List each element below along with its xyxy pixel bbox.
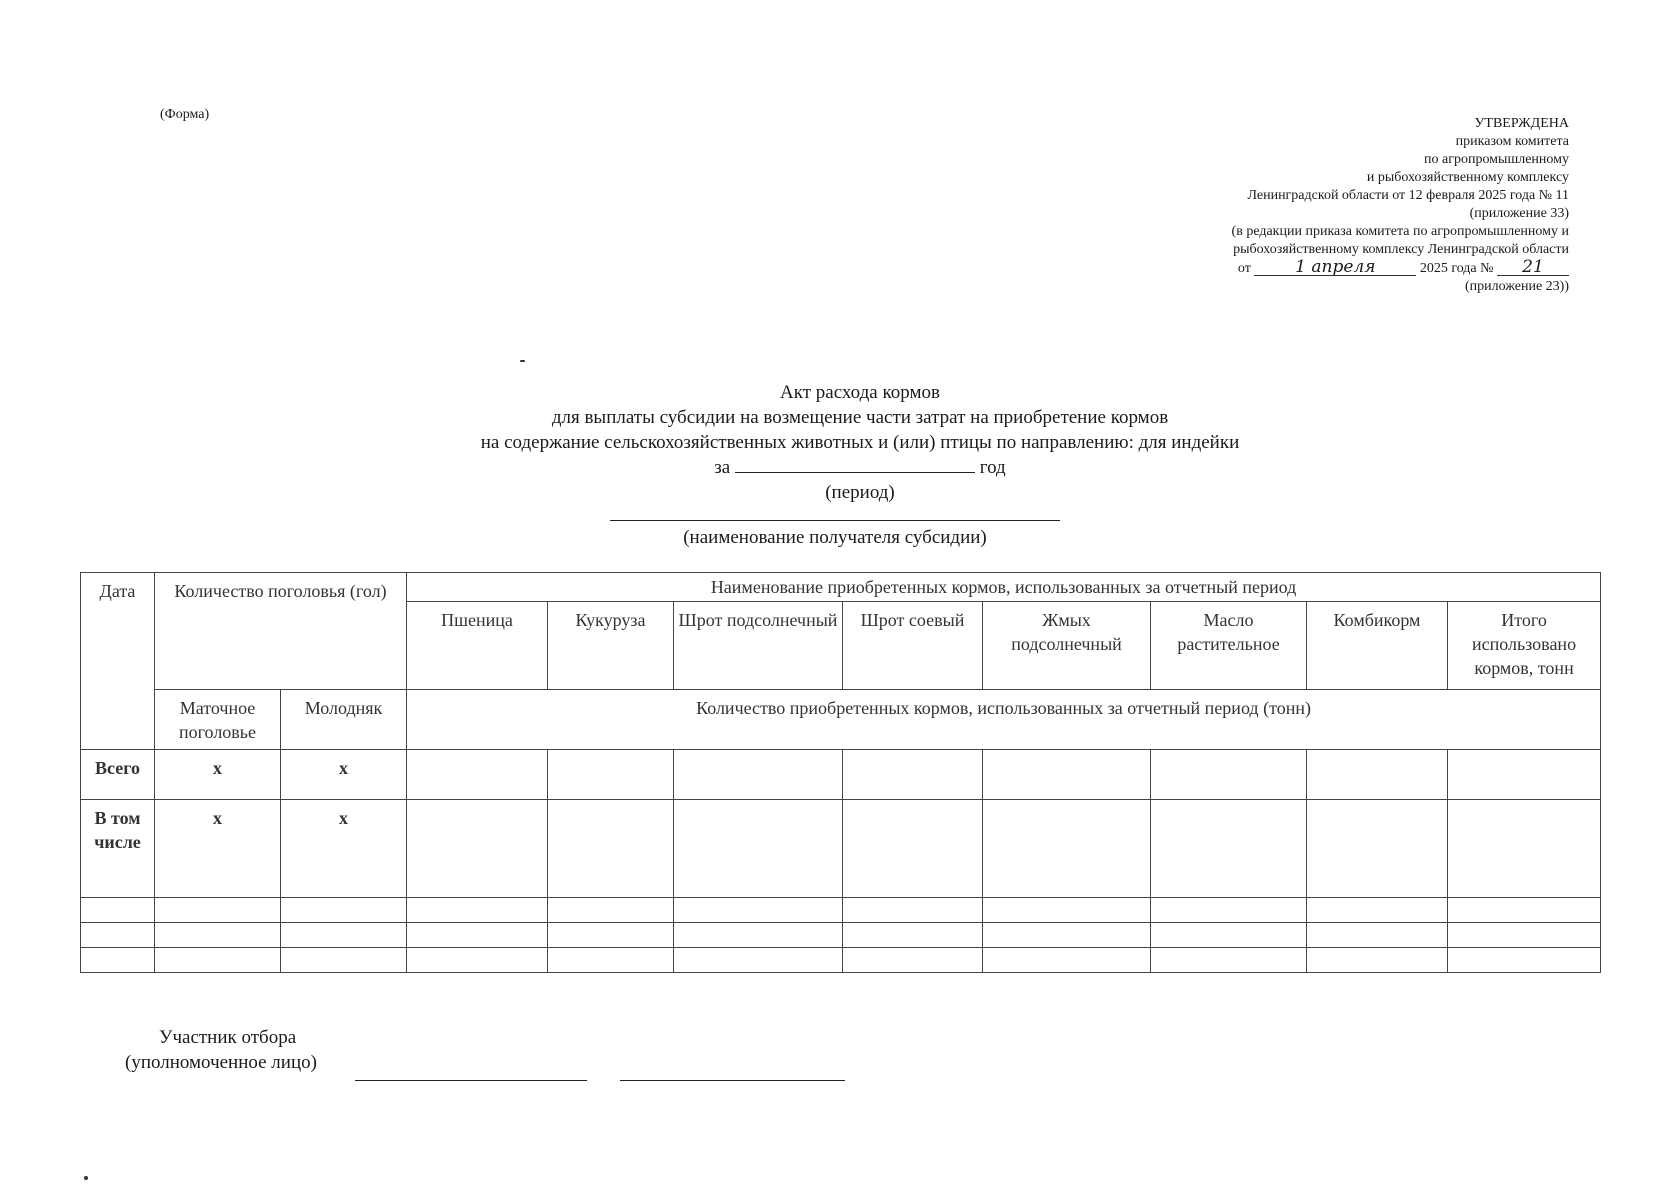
table-cell[interactable] [1307,898,1448,923]
handwritten-number: 21 [1497,259,1569,276]
title-line: на содержание сельскохозяйственных животных и (или) птицы по направлению: для индейки [480,432,1240,453]
table-cell[interactable] [1151,750,1307,800]
table-cell[interactable] [1448,800,1601,898]
period-caption: (период) [825,482,895,503]
table-cell[interactable] [843,800,983,898]
table-cell[interactable] [1448,750,1601,800]
header-feeds-group: Наименование приобретенных кормов, использованных за отчетный период [407,573,1601,602]
recipient-caption: (наименование получателя субсидии) [683,527,987,548]
table-cell[interactable] [674,750,843,800]
title-line: для выплаты субсидии на возмещение части затрат на приобретение кормов [551,407,1169,428]
date-prefix: от [1237,261,1251,276]
table-cell[interactable] [1151,800,1307,898]
table-cell[interactable] [843,750,983,800]
table-cell[interactable] [983,948,1151,973]
table-cell[interactable] [1151,948,1307,973]
header-feed-sunflower-meal: Шрот подсолнечный [674,602,843,690]
signature-sublabel: (уполномоченное лицо) [125,1052,317,1073]
cell-mark: х [155,750,281,800]
table-cell[interactable] [983,923,1151,948]
table-cell[interactable] [983,800,1151,898]
approval-line: и рыбохозяйственному комплексу [1366,170,1569,185]
recipient-blank [610,520,1060,521]
table-cell[interactable] [983,898,1151,923]
period-blank [735,472,975,473]
period-line [0,455,1665,480]
table-cell[interactable] [81,923,155,948]
signature-label: Участник отбора [159,1027,297,1048]
cell-mark: х [281,750,407,800]
approval-line: Ленинградской области от 12 февраля 2025 года № 11 [1247,188,1569,203]
table-cell[interactable] [407,923,548,948]
table-row [81,948,1601,973]
table-row [81,750,1601,800]
table-cell[interactable] [548,948,674,973]
table-cell[interactable] [674,898,843,923]
header-date: Дата [81,573,155,750]
name-blank [620,1080,845,1081]
table-cell[interactable] [674,948,843,973]
table-cell[interactable] [1448,948,1601,973]
scan-speck [520,360,525,362]
header-feed-corn: Кукуруза [548,602,674,690]
table-cell[interactable] [548,800,674,898]
approval-line: (в редакции приказа комитета по агропромышленному и [1231,224,1569,239]
table-cell[interactable] [407,948,548,973]
table-cell[interactable] [155,898,281,923]
table-cell[interactable] [1448,898,1601,923]
approval-line: по агропромышленному [1424,152,1569,167]
table-cell[interactable] [81,948,155,973]
table-cell[interactable] [548,923,674,948]
header-quantity-caption: Количество приобретенных кормов, использованных за отчетный период (тонн) [407,690,1601,750]
table-row [81,898,1601,923]
table-cell[interactable] [407,898,548,923]
header-livestock: Количество поголовья (гол) [155,573,407,690]
period-suffix: год [979,457,1006,478]
table-cell[interactable] [1307,800,1448,898]
table-cell[interactable] [674,923,843,948]
approval-line: приказом комитета [1455,134,1569,149]
header-feed-oil: Масло растительное [1151,602,1307,690]
approval-date-line [1009,259,1569,278]
table-cell[interactable] [843,948,983,973]
approval-line: УТВЕРЖДЕНА [1474,116,1569,131]
header-young-stock: Молодняк [281,690,407,750]
feed-consumption-table [80,572,1601,973]
table-cell[interactable] [674,800,843,898]
table-row [81,800,1601,898]
table-cell[interactable] [1151,898,1307,923]
signature-blank [355,1080,587,1081]
table-row [81,923,1601,948]
row-label-total: Всего [81,750,155,800]
table-cell[interactable] [155,923,281,948]
table-cell[interactable] [81,898,155,923]
header-feed-wheat: Пшеница [407,602,548,690]
title-line: Акт расхода кормов [780,382,940,403]
table-cell[interactable] [155,948,281,973]
table-cell[interactable] [1307,750,1448,800]
signature-block [125,1025,317,1075]
table-cell[interactable] [281,923,407,948]
scan-speck [84,1176,88,1180]
handwritten-date: 1 апреля [1254,259,1416,276]
table-cell[interactable] [983,750,1151,800]
table-cell[interactable] [407,750,548,800]
header-breeding-stock: Маточное поголовье [155,690,281,750]
cell-mark: х [281,800,407,898]
table-cell[interactable] [281,898,407,923]
approval-line: рыбохозяйственному комплексу Ленинградской области [1233,242,1569,257]
table-cell[interactable] [281,948,407,973]
cell-mark: х [155,800,281,898]
header-feed-compound: Комбикорм [1307,602,1448,690]
form-label: (Форма) [160,107,210,122]
period-prefix: за [714,457,731,478]
year-text: 2025 года № [1419,261,1494,276]
approval-appendix: (приложение 23)) [1464,279,1569,294]
header-feed-sunflower-cake: Жмых подсолнечный [983,602,1151,690]
approval-line: (приложение 33) [1469,206,1569,221]
header-feed-total: Итого использовано кормов, тонн [1448,602,1601,690]
row-label-including: В том числе [81,800,155,898]
table-cell[interactable] [407,800,548,898]
document-title [0,380,1665,505]
table-cell[interactable] [1151,923,1307,948]
table-cell[interactable] [1307,948,1448,973]
table-cell[interactable] [548,898,674,923]
approval-stamp [1009,115,1569,296]
table-cell[interactable] [843,898,983,923]
table-cell[interactable] [1307,923,1448,948]
header-feed-soy-meal: Шрот соевый [843,602,983,690]
table-cell[interactable] [548,750,674,800]
table-cell[interactable] [1448,923,1601,948]
table-cell[interactable] [843,923,983,948]
